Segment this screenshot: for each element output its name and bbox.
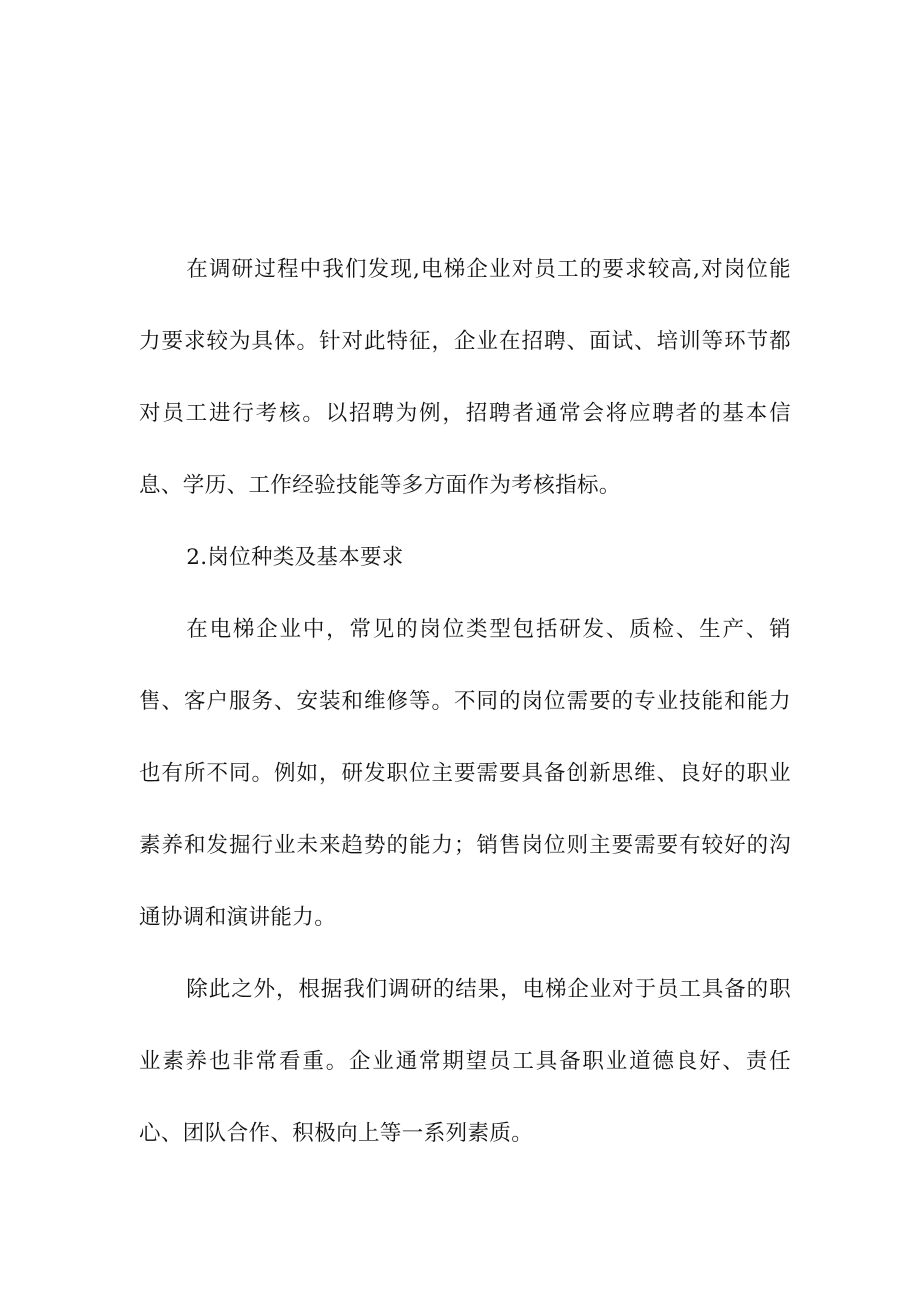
paragraph-recruitment-findings: 在调研过程中我们发现,电梯企业对员工的要求较高,对岗位能力要求较为具体。针对此特征，企业在招聘、面试、培训等环节都对员工进行考核。以招聘为例，招聘者通常会将应聘者的基本信息、学历、工作经验技能等多方面作为考核指标。	[139, 257, 791, 498]
section-heading-job-types: 2.岗位种类及基本要求	[186, 545, 404, 570]
paragraph-professional-qualities: 除此之外，根据我们调研的结果，电梯企业对于员工具备的职业素养也非常看重。企业通常期望员工具备职业道德良好、责任心、团队合作、积极向上等一系列素质。	[139, 977, 791, 1146]
document-body	[139, 234, 791, 1170]
paragraph-job-types: 在电梯企业中，常见的岗位类型包括研发、质检、生产、销售、客户服务、安装和维修等。不同的岗位需要的专业技能和能力也有所不同。例如，研发职位主要需要具备创新思维、良好的职业素养和发掘行业未来趋势的能力；销售岗位则主要需要有较好的沟通协调和演讲能力。	[139, 617, 791, 930]
